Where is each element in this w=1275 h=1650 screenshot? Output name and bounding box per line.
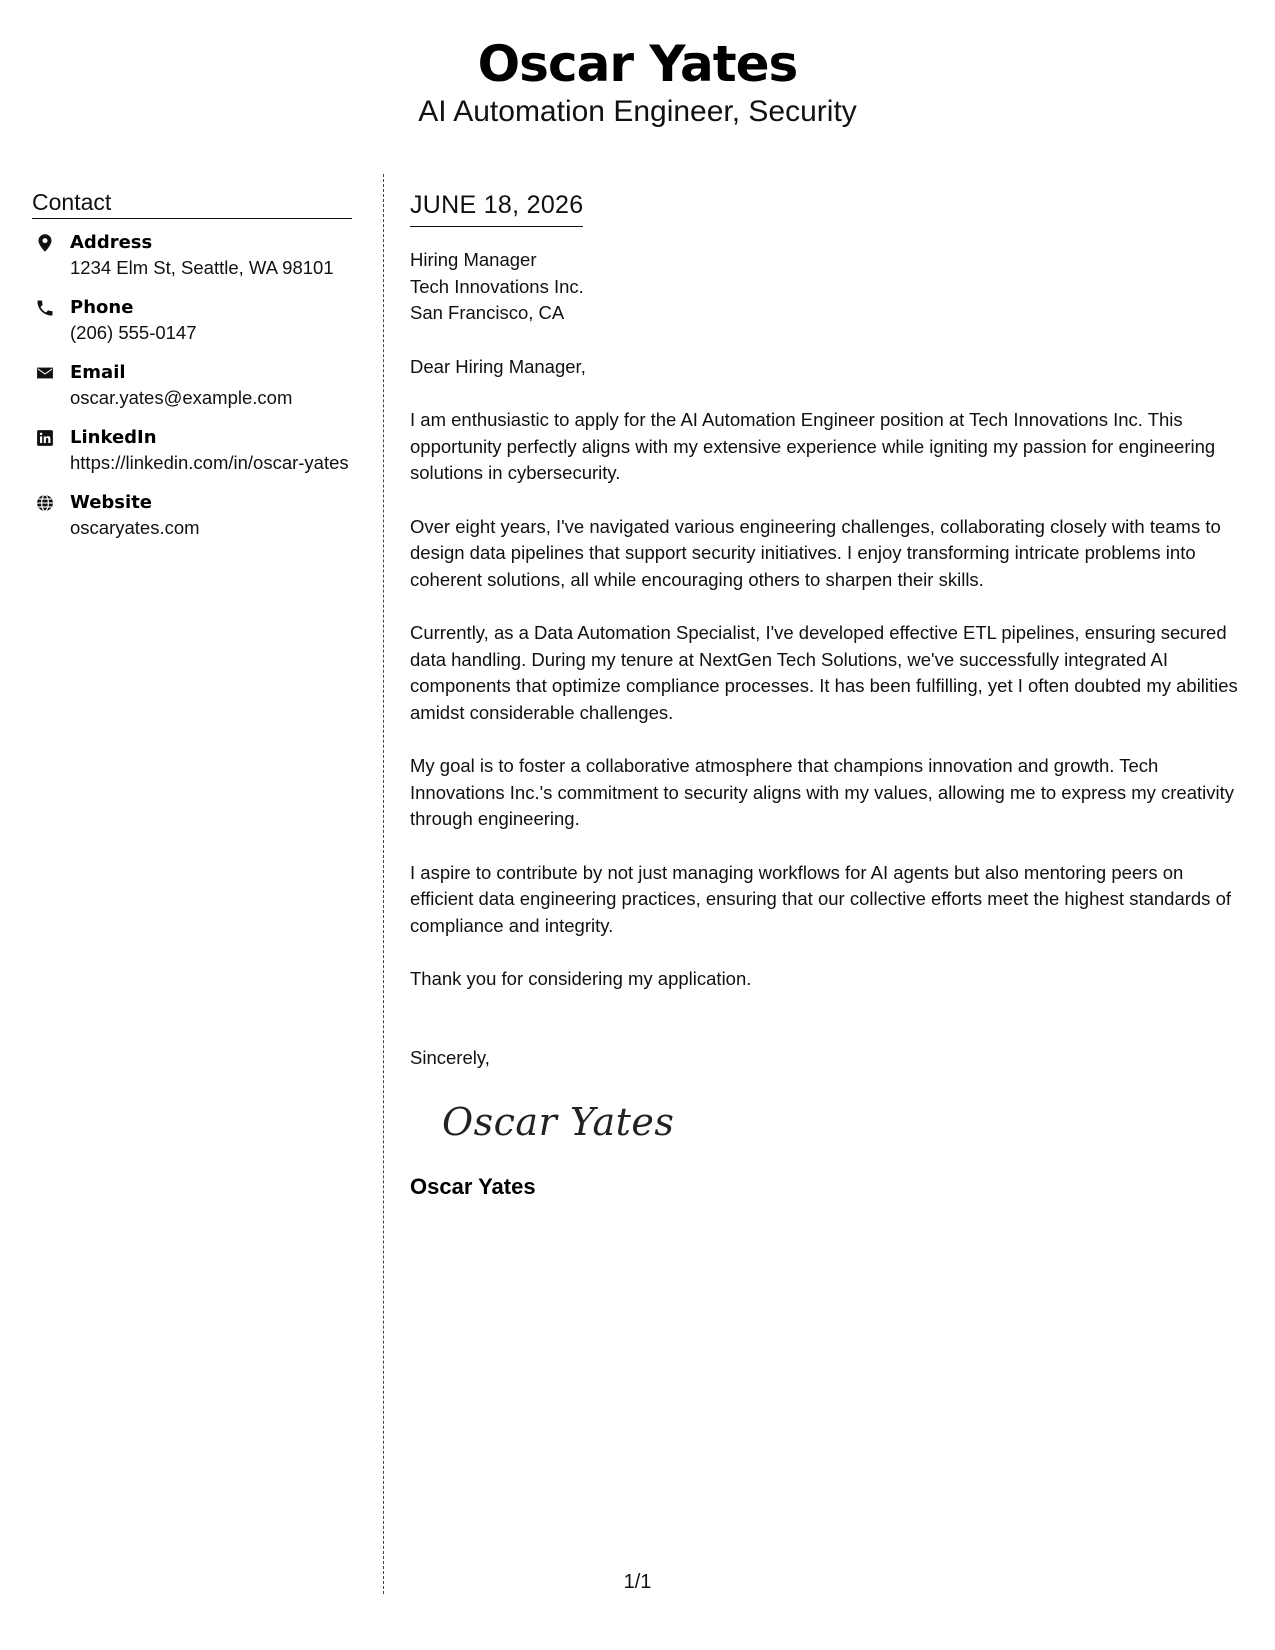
recipient-line: Hiring Manager [410,249,537,270]
website-value: oscaryates.com [70,517,200,538]
contact-label: Address [70,232,153,253]
contact-label: LinkedIn [70,427,157,448]
letter-date: JUNE 18, 2026 [410,190,583,227]
applicant-title: AI Automation Engineer, Security [418,95,857,128]
salutation: Dear Hiring Manager, [410,355,586,377]
phone-value: (206) 555-0147 [70,322,197,343]
applicant-name: Oscar Yates [477,35,798,93]
recipient-line: Tech Innovations Inc. [410,275,584,297]
contact-item-address [32,231,352,280]
map-pin-icon [35,233,55,253]
contact-label: Phone [70,297,134,318]
body-paragraph: Over eight years, I've navigated various engineering challenges, collaborating closely with teams to design data pipelines that support security initiatives. I enjoy transforming intricate problems into coherent solutions, all while encouraging others to sharpen their skills. [410,515,1221,590]
column-divider [383,174,384,1594]
contact-item-linkedin [32,426,352,475]
letter-header [0,34,1275,130]
body-paragraph: My goal is to foster a collaborative atmosphere that champions innovation and growth. Tech Innovations Inc.'s commitment to security aligns with my values, allowing me to express my creativity through engineering. [410,755,1234,829]
address-value: 1234 Elm St, Seattle, WA 98101 [70,257,334,278]
contact-sidebar [32,188,352,556]
letter-body [410,190,1240,1201]
globe-icon [35,493,55,513]
signer-name: Oscar Yates [410,1174,536,1199]
body-paragraph: Thank you for considering my application. [410,968,752,989]
handwritten-signature: Oscar Yates [442,1100,675,1144]
contact-item-email [32,361,352,410]
contact-label: Email [70,362,126,383]
contact-item-website [32,491,352,540]
contact-list [32,231,352,540]
body-paragraph: I am enthusiastic to apply for the AI Automation Engineer position at Tech Innovations Inc. This opportunity perfectly aligns with my extensive experience while igniting my passion for engineering solutions in cybersecurity. [410,409,1216,483]
linkedin-icon [35,428,55,448]
closing: Sincerely, [410,1046,490,1068]
page-number: 1/1 [623,1571,652,1593]
email-value: oscar.yates@example.com [70,387,293,408]
recipient-line: San Francisco, CA [410,302,565,323]
envelope-icon [35,363,55,383]
contact-item-phone [32,296,352,345]
phone-icon [35,298,55,318]
recipient-block [410,247,1240,327]
body-paragraph: Currently, as a Data Automation Specialist, I've developed effective ETL pipelines, ensuring secured data handling. During my tenure at NextGen Tech Solutions, we've successfully integrated AI components that optimize compliance processes. It has been fulfilling, yet I often doubted my abilities amidst considerable challenges. [410,622,1238,723]
body-paragraph: I aspire to contribute by not just managing workflows for AI agents but also mentoring peers on efficient data engineering practices, ensuring that our collective efforts meet the highest standards of compliance and integrity. [410,861,1232,936]
contact-label: Website [70,492,153,513]
contact-heading: Contact [32,188,352,219]
linkedin-value: https://linkedin.com/in/oscar-yates [70,452,349,473]
